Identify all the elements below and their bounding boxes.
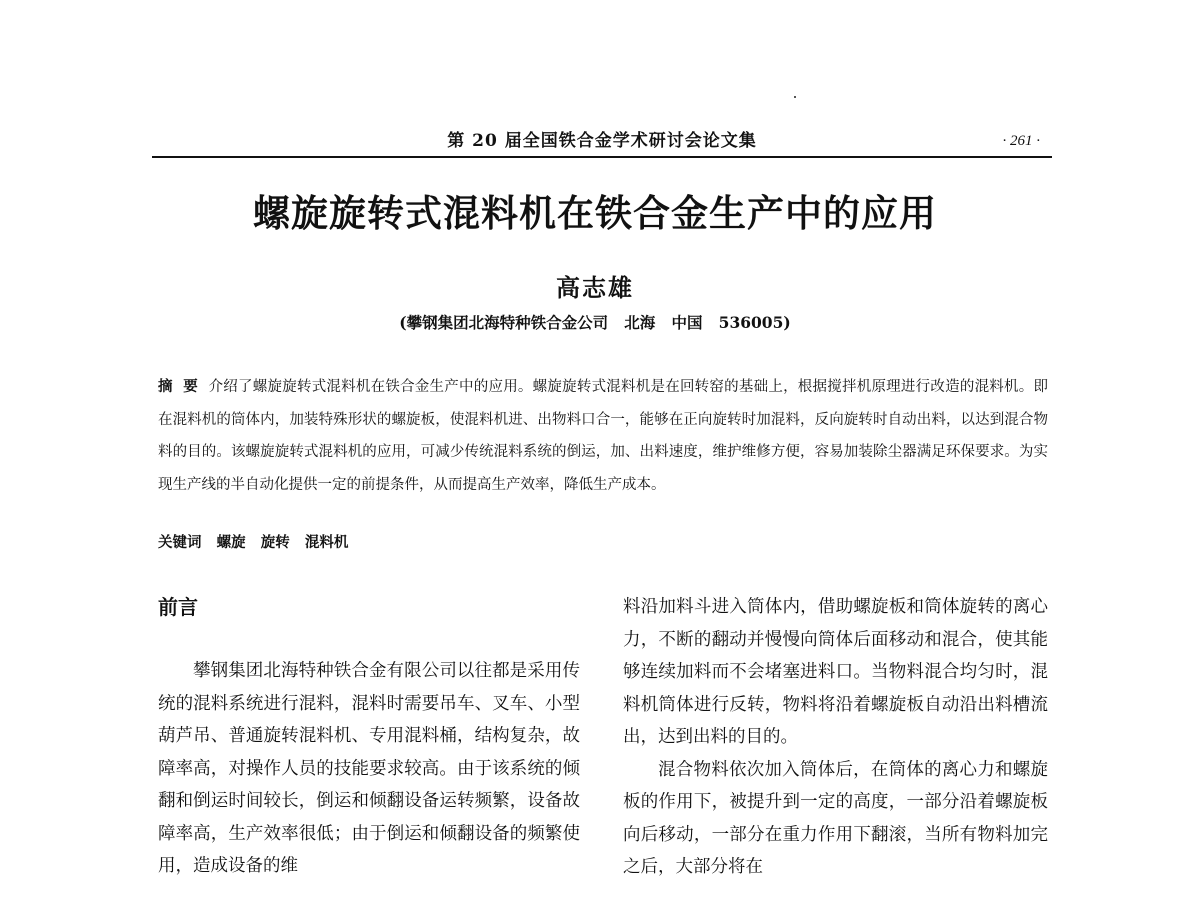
left-column bbox=[158, 590, 580, 883]
right-column bbox=[623, 591, 1048, 884]
running-header bbox=[152, 128, 1052, 158]
scan-speck bbox=[794, 96, 796, 98]
keywords: 关键词 螺旋 旋转 混料机 bbox=[158, 535, 349, 551]
author-name: 高志雄 bbox=[556, 273, 634, 302]
running-title: 第 20 届全国铁合金学术研讨会论文集 bbox=[447, 131, 757, 151]
article-title: 螺旋旋转式混料机在铁合金生产中的应用 bbox=[253, 192, 937, 235]
abstract-text: 介绍了螺旋旋转式混料机在铁合金生产中的应用。螺旋旋转式混料机是在回转窑的基础上，根据搅拌机原理进行改造的混料机。即在混料机的筒体内，加装特殊形状的螺旋板，使混料机进、出物料口合一，能够在正向旋转时加混料，反向旋转时自动出料，以达到混合物料的目的。该螺旋旋转式混料机的应用，可减少传统混料系统的倒运，加、出料速度，维护维修方便，容易加装除尘器满足环保要求。为实现生产线的半自动化提供一定的前提条件，从而提高生产效率，降低生产成本。 bbox=[158, 379, 1048, 493]
page-number: · 261 · bbox=[1002, 133, 1040, 149]
abstract-label: 摘 要 bbox=[158, 379, 209, 395]
author-affiliation: (攀钢集团北海特种铁合金公司 北海 中国 536005) bbox=[399, 313, 791, 332]
body-paragraph: 料沿加料斗进入筒体内，借助螺旋板和筒体旋转的离心力，不断的翻动并慢慢向筒体后面移动和混合，使其能够连续加料而不会堵塞进料口。当物料混合均匀时，混料机筒体进行反转，物料将沿着螺旋板自动沿出料槽流出，达到出料的目的。 bbox=[623, 597, 1048, 747]
section-heading: 前言 bbox=[158, 595, 198, 619]
abstract bbox=[158, 371, 1048, 501]
body-paragraph: 混合物料依次加入筒体后，在筒体的离心力和螺旋板的作用下，被提升到一定的高度，一部分沿着螺旋板向后移动，一部分在重力作用下翻滚，当所有物料加完之后，大部分将在 bbox=[623, 759, 1048, 877]
body-paragraph: 攀钢集团北海特种铁合金有限公司以往都是采用传统的混料系统进行混料，混料时需要吊车、叉车、小型葫芦吊、普通旋转混料机、专用混料桶，结构复杂，故障率高，对操作人员的技能要求较高。由于该系统的倾翻和倒运时间较长，倒运和倾翻设备运转频繁，设备故障率高，生产效率很低；由于倒运和倾翻设备的频繁使用，造成设备的维 bbox=[158, 661, 580, 876]
